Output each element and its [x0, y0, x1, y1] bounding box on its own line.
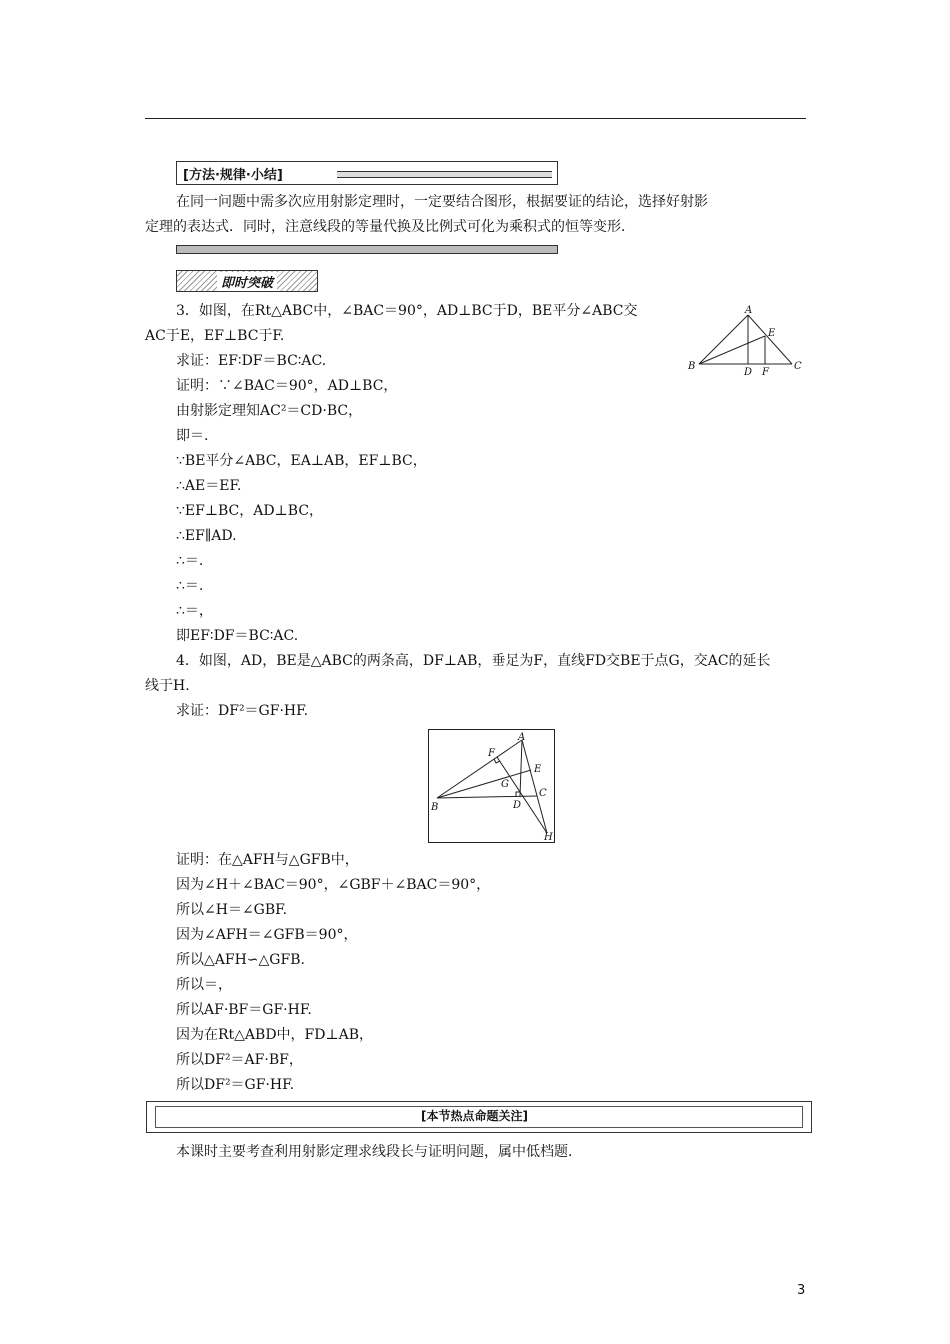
label-h: H — [544, 832, 553, 842]
label-d: D — [513, 800, 522, 811]
section-banner-label: [本节热点命题关注] — [417, 1107, 532, 1124]
method-text-line: 在同一问题中需多次应用射影定理时，一定要结合图形，根据要证的结论，选择好射影 — [176, 194, 708, 210]
segment-be — [699, 336, 765, 364]
method-banner-label: [方法·规律·小结] — [183, 168, 283, 183]
p4-proof-line: 证明：在△AFH与△GFB中， — [176, 852, 359, 868]
label-g: G — [501, 779, 509, 790]
p3-line: ∵EF⊥BC，AD⊥BC， — [176, 503, 324, 519]
method-banner — [176, 161, 558, 185]
section-text: 本课时主要考查利用射影定理求线段长与证明问题，属中低档题． — [176, 1144, 582, 1160]
segment-ad — [520, 740, 522, 796]
p4-proof-line: 因为∠AFH＝∠GFB＝90°， — [176, 927, 358, 943]
p3-line: ∴AE＝EF. — [176, 478, 242, 494]
segment-be — [437, 770, 531, 798]
label-c: C — [539, 788, 547, 799]
p4-proof-line: 所以DF²＝GF·HF. — [176, 1077, 295, 1093]
p4-line: 4．如图，AD，BE是△ABC的两条高，DF⊥AB，垂足为F，直线FD交BE于点G，交AC的延长 — [176, 653, 771, 669]
p3-line: ∴＝. — [176, 578, 204, 594]
p4-proof-line: 所以AF·BF＝GF·HF. — [176, 1002, 312, 1018]
banner-decoration — [337, 171, 552, 178]
p3-line: 3．如图，在Rt△ABC中，∠BAC＝90°，AD⊥BC于D，BE平分∠ABC交 — [176, 303, 638, 319]
p3-line: 证明：∵∠BAC＝90°，AD⊥BC， — [176, 378, 398, 394]
label-d: D — [744, 367, 753, 378]
p3-line: ∴EF∥AD. — [176, 528, 237, 544]
p4-proof-line: 所以△AFH∽△GFB. — [176, 952, 305, 968]
p3-line: ∴＝. — [176, 553, 204, 569]
label-b: B — [431, 802, 439, 813]
p4-proof-line: 因为在Rt△ABD中，FD⊥AB， — [176, 1027, 374, 1043]
p3-line: ∵BE平分∠ABC，EA⊥AB，EF⊥BC， — [176, 453, 427, 469]
label-c: C — [794, 361, 802, 372]
p4-line: 求证：DF²＝GF·HF. — [176, 703, 309, 719]
label-a: A — [518, 732, 526, 743]
section-banner — [146, 1101, 812, 1133]
header-rule — [145, 118, 806, 119]
p4-proof-line: 所以＝， — [176, 977, 232, 993]
right-angle-d — [516, 792, 520, 796]
p3-line: 求证：EF∶DF＝BC∶AC. — [176, 353, 327, 369]
p3-line: 由射影定理知AC²＝CD·BC， — [176, 403, 363, 419]
p4-line: 线于H. — [145, 678, 190, 694]
segment-ac — [748, 315, 792, 364]
label-e: E — [768, 328, 776, 339]
label-f: F — [488, 748, 495, 759]
label-e: E — [534, 764, 542, 775]
page-number: 3 — [797, 1283, 806, 1298]
p4-proof-line: 因为∠H＋∠BAC＝90°，∠GBF＋∠BAC＝90°， — [176, 877, 491, 893]
p3-line: 即EF∶DF＝BC∶AC. — [176, 628, 299, 644]
p4-proof-line: 所以DF²＝AF·BF， — [176, 1052, 303, 1068]
p4-proof-line: 所以∠H＝∠GBF. — [176, 902, 288, 918]
instant-banner — [176, 270, 318, 292]
figure-triangle-abc — [684, 303, 809, 378]
figure-box — [428, 729, 555, 843]
segment-ab — [437, 740, 522, 798]
p3-line: 即＝. — [176, 428, 209, 444]
instant-banner-label: 即时突破 — [217, 272, 277, 291]
segment-bc — [437, 796, 537, 798]
p3-line: ∴＝， — [176, 603, 213, 619]
method-text-line: 定理的表达式．同时，注意线段的等量代换及比例式可化为乘积式的恒等变形． — [145, 219, 635, 235]
label-a: A — [745, 305, 753, 316]
p3-line: AC于E，EF⊥BC于F. — [145, 328, 285, 344]
figure-triangle-abc-heights — [429, 730, 554, 842]
label-b: B — [688, 361, 696, 372]
segment-ab — [699, 315, 748, 364]
method-end-bar — [176, 245, 558, 254]
segment-ah — [522, 740, 547, 833]
label-f: F — [762, 367, 769, 378]
